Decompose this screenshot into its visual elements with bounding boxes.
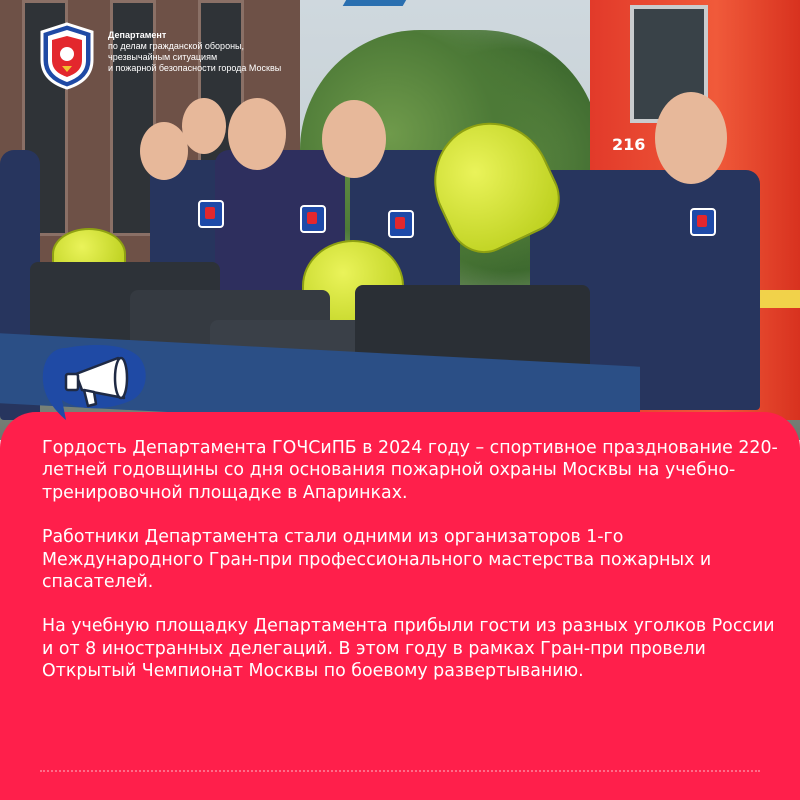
decorative-divider: [40, 770, 760, 772]
body-text: [42, 437, 782, 683]
department-emblem: [38, 22, 96, 90]
firefighter-head: [228, 98, 286, 170]
firefighter-head: [655, 92, 727, 184]
truck-number: 216: [612, 135, 646, 154]
org-line-1: Департамент: [108, 30, 167, 40]
paragraph: На учебную площадку Департамента прибыли гости из разных уголков России и от 8 иностранных делегаций. В этом году в рамках Гран-при провели Открытый Чемпионат Москвы по боевому развертыванию.: [42, 616, 775, 682]
paragraph: Работники Департамента стали одними из организаторов 1-го Международного Гран-при профессионального мастерства пожарных и спасателей.: [42, 527, 712, 593]
org-line-4: и пожарной безопасности города Москвы: [108, 63, 282, 73]
firefighter-head: [182, 98, 226, 154]
megaphone-icon: [36, 340, 152, 430]
org-line-2: по делам гражданской обороны,: [108, 41, 245, 51]
uniform-patch: [388, 210, 414, 238]
uniform-patch: [300, 205, 326, 233]
firefighter-head: [140, 122, 188, 180]
uniform-patch: [690, 208, 716, 236]
paragraph: Гордость Департамента ГОЧСиПБ в 2024 году – спортивное празднование 220-летней годовщины со дня основания пожарной охраны Москвы на учебно-тренировочной площадке в Апаринках.: [42, 438, 778, 503]
firefighter-head: [322, 100, 386, 178]
uniform-patch: [198, 200, 224, 228]
organization-name: [108, 30, 338, 74]
org-line-3: чрезвычайным ситуациям: [108, 52, 218, 62]
